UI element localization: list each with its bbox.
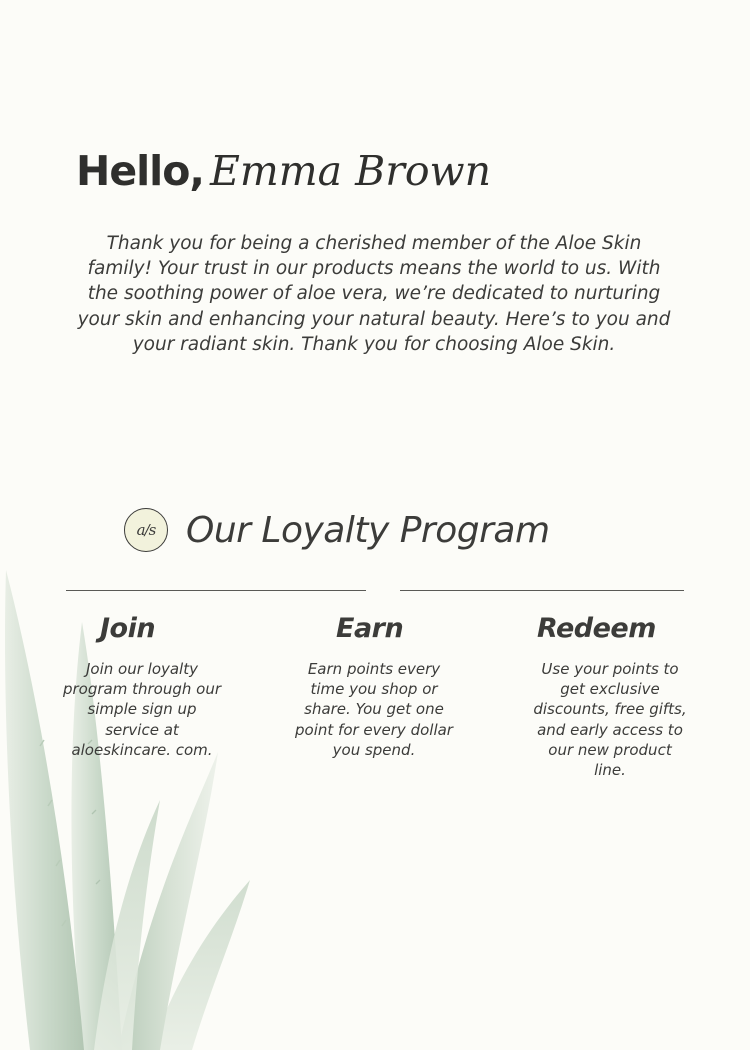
- step-redeem: [510, 610, 710, 780]
- step-description: Join our loyalty program through our simple sign up service at aloeskincare. com.: [62, 660, 221, 759]
- divider-left: [66, 590, 366, 591]
- divider-right: [400, 590, 684, 591]
- loyalty-header: [124, 500, 550, 560]
- step-description: Earn points every time you shop or share. You get one point for every dollar you spend.: [295, 660, 453, 759]
- step-join: [42, 610, 242, 760]
- logo-text: a/s: [136, 521, 156, 539]
- aloe-skin-logo-icon: [124, 508, 168, 552]
- thank-you-paragraph: Thank you for being a cherished member of the Aloe Skin family! Your trust in our products means the world to us. With the soothing power of aloe vera, we’re dedicated to nurturing your skin and enhancing your natural beauty. Here’s to you and your radiant skin. Thank you for choosing Aloe Skin.: [77, 233, 671, 355]
- step-earn: [274, 610, 474, 760]
- step-title: Redeem: [537, 613, 656, 644]
- customer-name: Emma Brown: [209, 147, 492, 195]
- step-title: Join: [100, 613, 156, 644]
- greeting-heading: [76, 140, 491, 202]
- greeting-hello: Hello,: [76, 147, 204, 195]
- step-description: Use your points to get exclusive discounts, free gifts, and early access to our new product line.: [533, 660, 687, 780]
- loyalty-title: Our Loyalty Program: [186, 509, 550, 551]
- step-title: Earn: [336, 613, 404, 644]
